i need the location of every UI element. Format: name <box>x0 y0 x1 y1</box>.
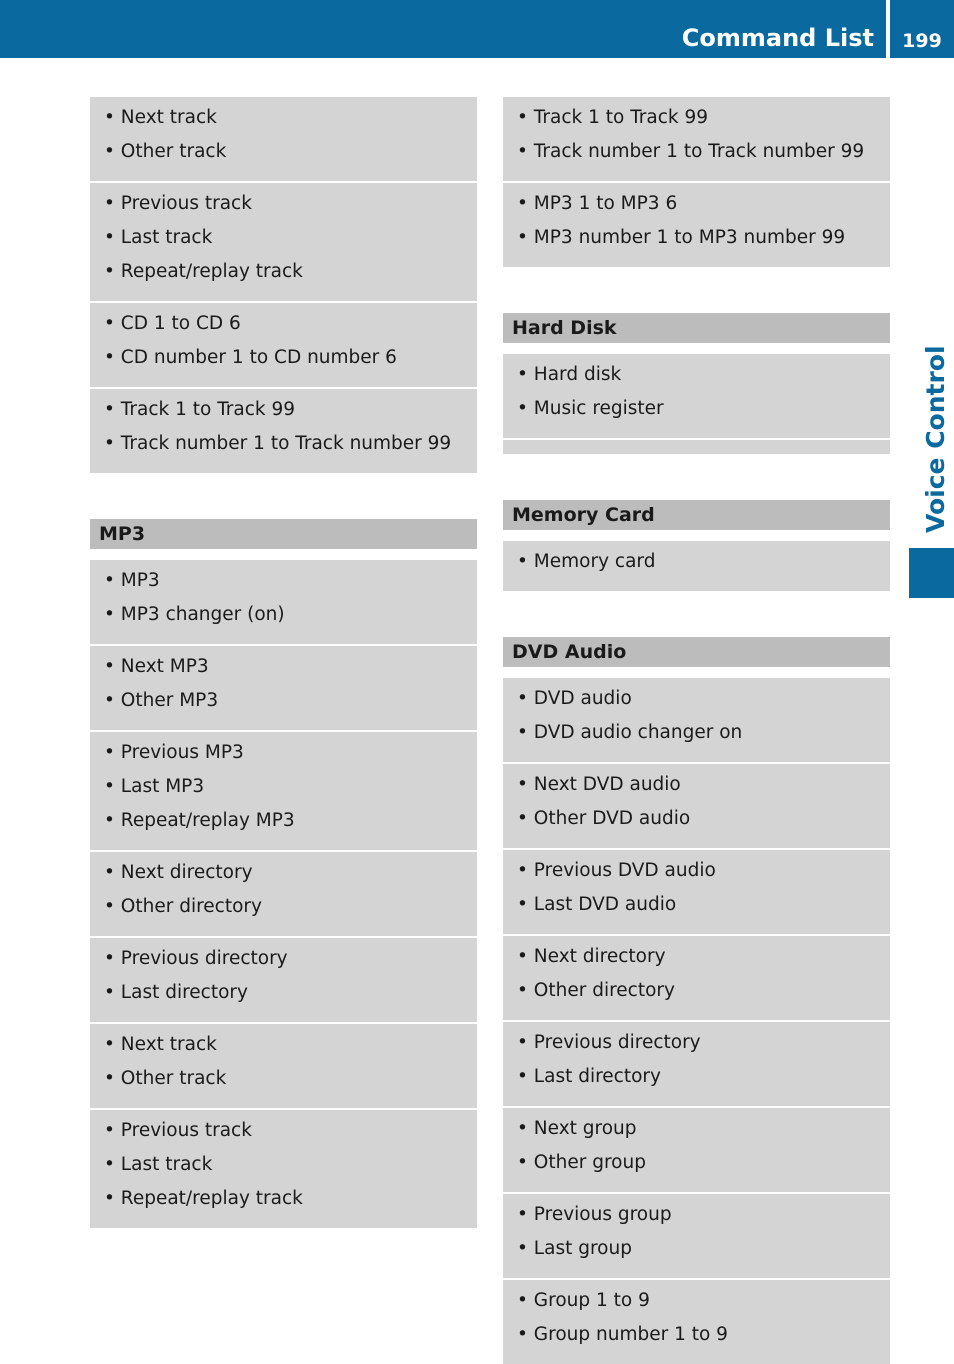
hard-disk-section <box>503 313 890 454</box>
command-item: • DVD audio <box>517 688 632 709</box>
command-item: • Last group <box>517 1238 632 1259</box>
command-group <box>90 560 477 646</box>
hard-disk-section-header: Hard Disk <box>503 313 890 343</box>
command-item: • Next group <box>517 1118 637 1139</box>
command-item: • Memory card <box>517 551 656 572</box>
header-bar <box>0 0 954 58</box>
command-item: • Previous DVD audio <box>517 860 716 881</box>
command-group <box>90 1024 477 1110</box>
command-item: • Repeat/replay track <box>104 261 303 282</box>
command-item: • CD 1 to CD 6 <box>104 313 241 334</box>
command-group <box>90 303 477 389</box>
memory-card-section-header: Memory Card <box>503 500 890 530</box>
mp3-section <box>90 519 477 1228</box>
command-item: • DVD audio changer on <box>517 722 743 743</box>
command-group <box>90 646 477 732</box>
command-item: • Last track <box>104 1154 213 1175</box>
command-item: • Repeat/replay track <box>104 1188 303 1209</box>
section-title: Command List <box>681 24 874 52</box>
side-tab-marker <box>909 548 954 598</box>
command-item: • Track number 1 to Track number 99 <box>104 433 452 454</box>
memory-card-section <box>503 500 890 591</box>
command-group <box>503 183 890 267</box>
command-item: • Previous track <box>104 193 252 214</box>
command-group <box>503 678 890 764</box>
command-group <box>90 732 477 852</box>
command-item: • Other DVD audio <box>517 808 691 829</box>
command-item: • Other group <box>517 1152 646 1173</box>
command-item: • Next MP3 <box>104 656 209 677</box>
command-item: • Other directory <box>104 896 262 917</box>
command-item: • Last directory <box>104 982 248 1003</box>
dvd-audio-section <box>503 637 890 1364</box>
cd-command-list <box>90 97 477 473</box>
command-item: • Last track <box>104 227 213 248</box>
command-item: • Other MP3 <box>104 690 219 711</box>
command-item: • Music register <box>517 398 664 419</box>
command-group <box>503 354 890 440</box>
chapter-label: Voice Control <box>921 345 950 533</box>
command-item: • Track number 1 to Track number 99 <box>517 141 865 162</box>
command-item: • Next directory <box>104 862 253 883</box>
command-item: • Next directory <box>517 946 666 967</box>
command-group <box>503 850 890 936</box>
command-group <box>90 97 477 183</box>
command-group <box>90 852 477 938</box>
command-item: • Next track <box>104 1034 217 1055</box>
command-item: • Next DVD audio <box>517 774 681 795</box>
left-column <box>90 97 477 1228</box>
command-group-empty <box>503 440 890 454</box>
track-command-list <box>503 97 890 267</box>
command-group <box>503 541 890 591</box>
command-item: • Track 1 to Track 99 <box>104 399 296 420</box>
command-group <box>503 1280 890 1364</box>
right-column <box>503 97 890 1364</box>
mp3-section-header: MP3 <box>90 519 477 549</box>
command-item: • Previous track <box>104 1120 252 1141</box>
command-item: • Last directory <box>517 1066 661 1087</box>
command-group <box>90 389 477 473</box>
command-item: • CD number 1 to CD number 6 <box>104 347 397 368</box>
command-group <box>503 936 890 1022</box>
command-item: • Previous group <box>517 1204 672 1225</box>
command-group <box>90 938 477 1024</box>
command-group <box>503 1194 890 1280</box>
command-group <box>90 183 477 303</box>
command-item: • Previous directory <box>104 948 288 969</box>
command-item: • Repeat/replay MP3 <box>104 810 295 831</box>
command-item: • Last DVD audio <box>517 894 677 915</box>
command-item: • Previous directory <box>517 1032 701 1053</box>
command-item: • Other directory <box>517 980 675 1001</box>
command-item: • Last MP3 <box>104 776 205 797</box>
command-item: • Group number 1 to 9 <box>517 1324 728 1345</box>
command-item: • MP3 number 1 to MP3 number 99 <box>517 227 846 248</box>
command-item: • MP3 changer (on) <box>104 604 285 625</box>
command-item: • Group 1 to 9 <box>517 1290 650 1311</box>
command-group <box>503 764 890 850</box>
command-group <box>503 97 890 183</box>
command-group <box>503 1022 890 1108</box>
command-item: • Next track <box>104 107 217 128</box>
command-group <box>503 1108 890 1194</box>
dvd-audio-section-header: DVD Audio <box>503 637 890 667</box>
command-item: • Other track <box>104 1068 227 1089</box>
command-item: • MP3 <box>104 570 160 591</box>
command-item: • MP3 1 to MP3 6 <box>517 193 678 214</box>
command-item: • Other track <box>104 141 227 162</box>
page-number: 199 <box>902 30 942 52</box>
command-item: • Track 1 to Track 99 <box>517 107 709 128</box>
command-item: • Hard disk <box>517 364 622 385</box>
command-group <box>90 1110 477 1228</box>
command-item: • Previous MP3 <box>104 742 244 763</box>
